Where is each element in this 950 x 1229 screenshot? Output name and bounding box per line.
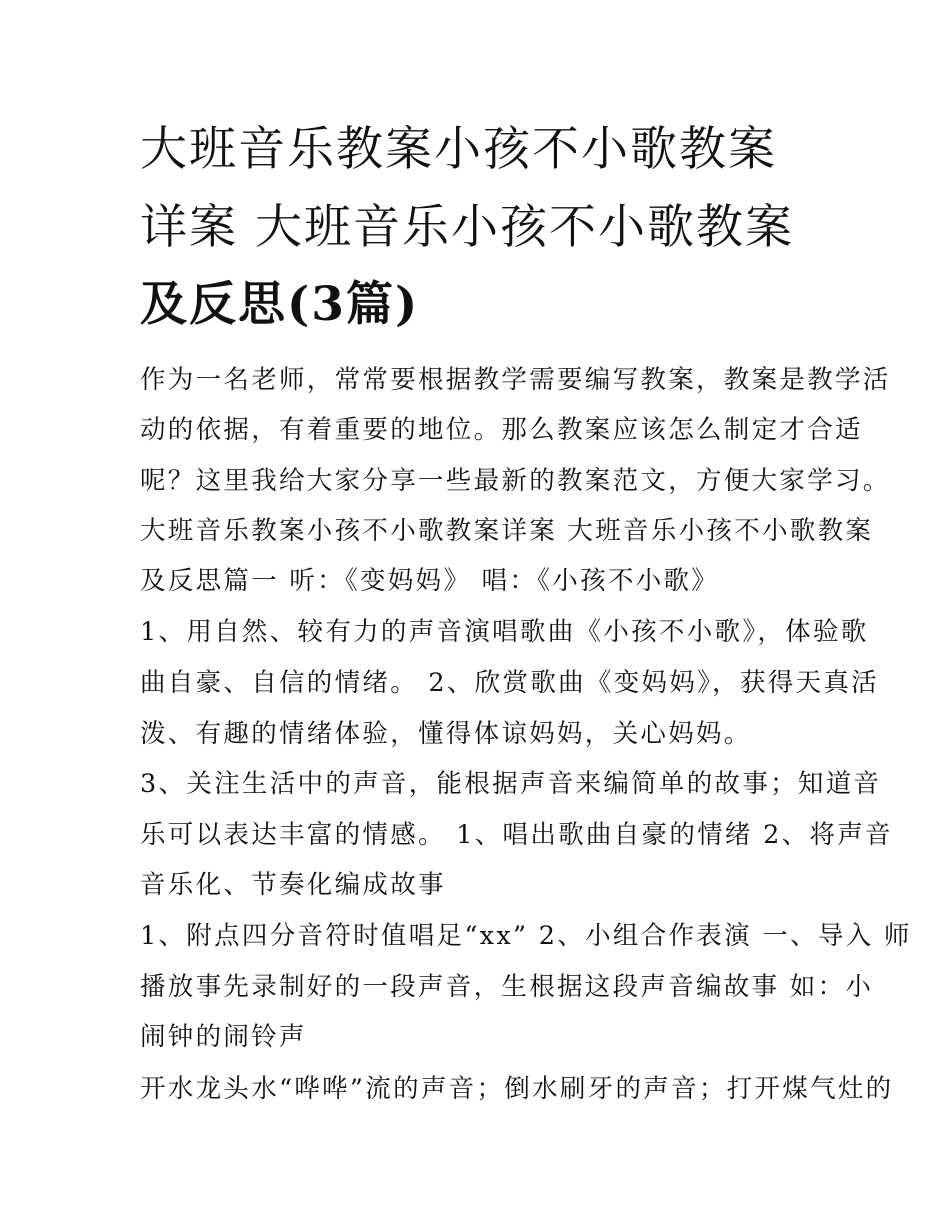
body-line: 闹钟的闹铃声 <box>140 1022 307 1052</box>
body-line: 音乐化、节奏化编成故事 <box>140 870 446 900</box>
title-line: 大班音乐教案小孩不小歌教案 <box>140 122 777 177</box>
title-line: 详案 大班音乐小孩不小歌教案 <box>140 200 794 255</box>
body-line: 动的依据，有着重要的地位。那么教案应该怎么制定才合适 <box>140 415 863 445</box>
body-line: 乐可以表达丰富的情感。 1、唱出歌曲自豪的情绪 2、将声音 <box>140 820 893 850</box>
body-line: 大班音乐教案小孩不小歌教案详案 大班音乐小孩不小歌教案 <box>140 516 874 546</box>
body-line: 3、关注生活中的声音，能根据声音来编简单的故事；知道音 <box>140 769 882 799</box>
body-line: 及反思篇一 听：《变妈妈》 唱：《小孩不小歌》 <box>140 566 720 596</box>
body-line: 开水龙头水“哗哗”流的声音；倒水刷牙的声音；打开煤气灶的 <box>140 1074 894 1104</box>
body-line: 曲自豪、自信的情绪。 2、欣赏歌曲《变妈妈》，获得天真活 <box>140 668 879 698</box>
body-line: 作为一名老师，常常要根据教学需要编写教案，教案是教学活 <box>140 365 891 395</box>
body-line: 呢？这里我给大家分享一些最新的教案范文，方便大家学习。 <box>140 466 891 496</box>
body-line: 1、用自然、较有力的声音演唱歌曲《小孩不小歌》，体验歌 <box>140 617 869 647</box>
body-line: 泼、有趣的情绪体验，懂得体谅妈妈，关心妈妈。 <box>140 719 752 749</box>
body-line: 播放事先录制好的一段声音，生根据这段声音编故事 如：小 <box>140 972 874 1002</box>
title-line: 及反思(3篇) <box>140 277 420 332</box>
body-line: 1、附点四分音符时值唱足“xx” 2、小组合作表演 一、导入 师 <box>140 921 912 951</box>
